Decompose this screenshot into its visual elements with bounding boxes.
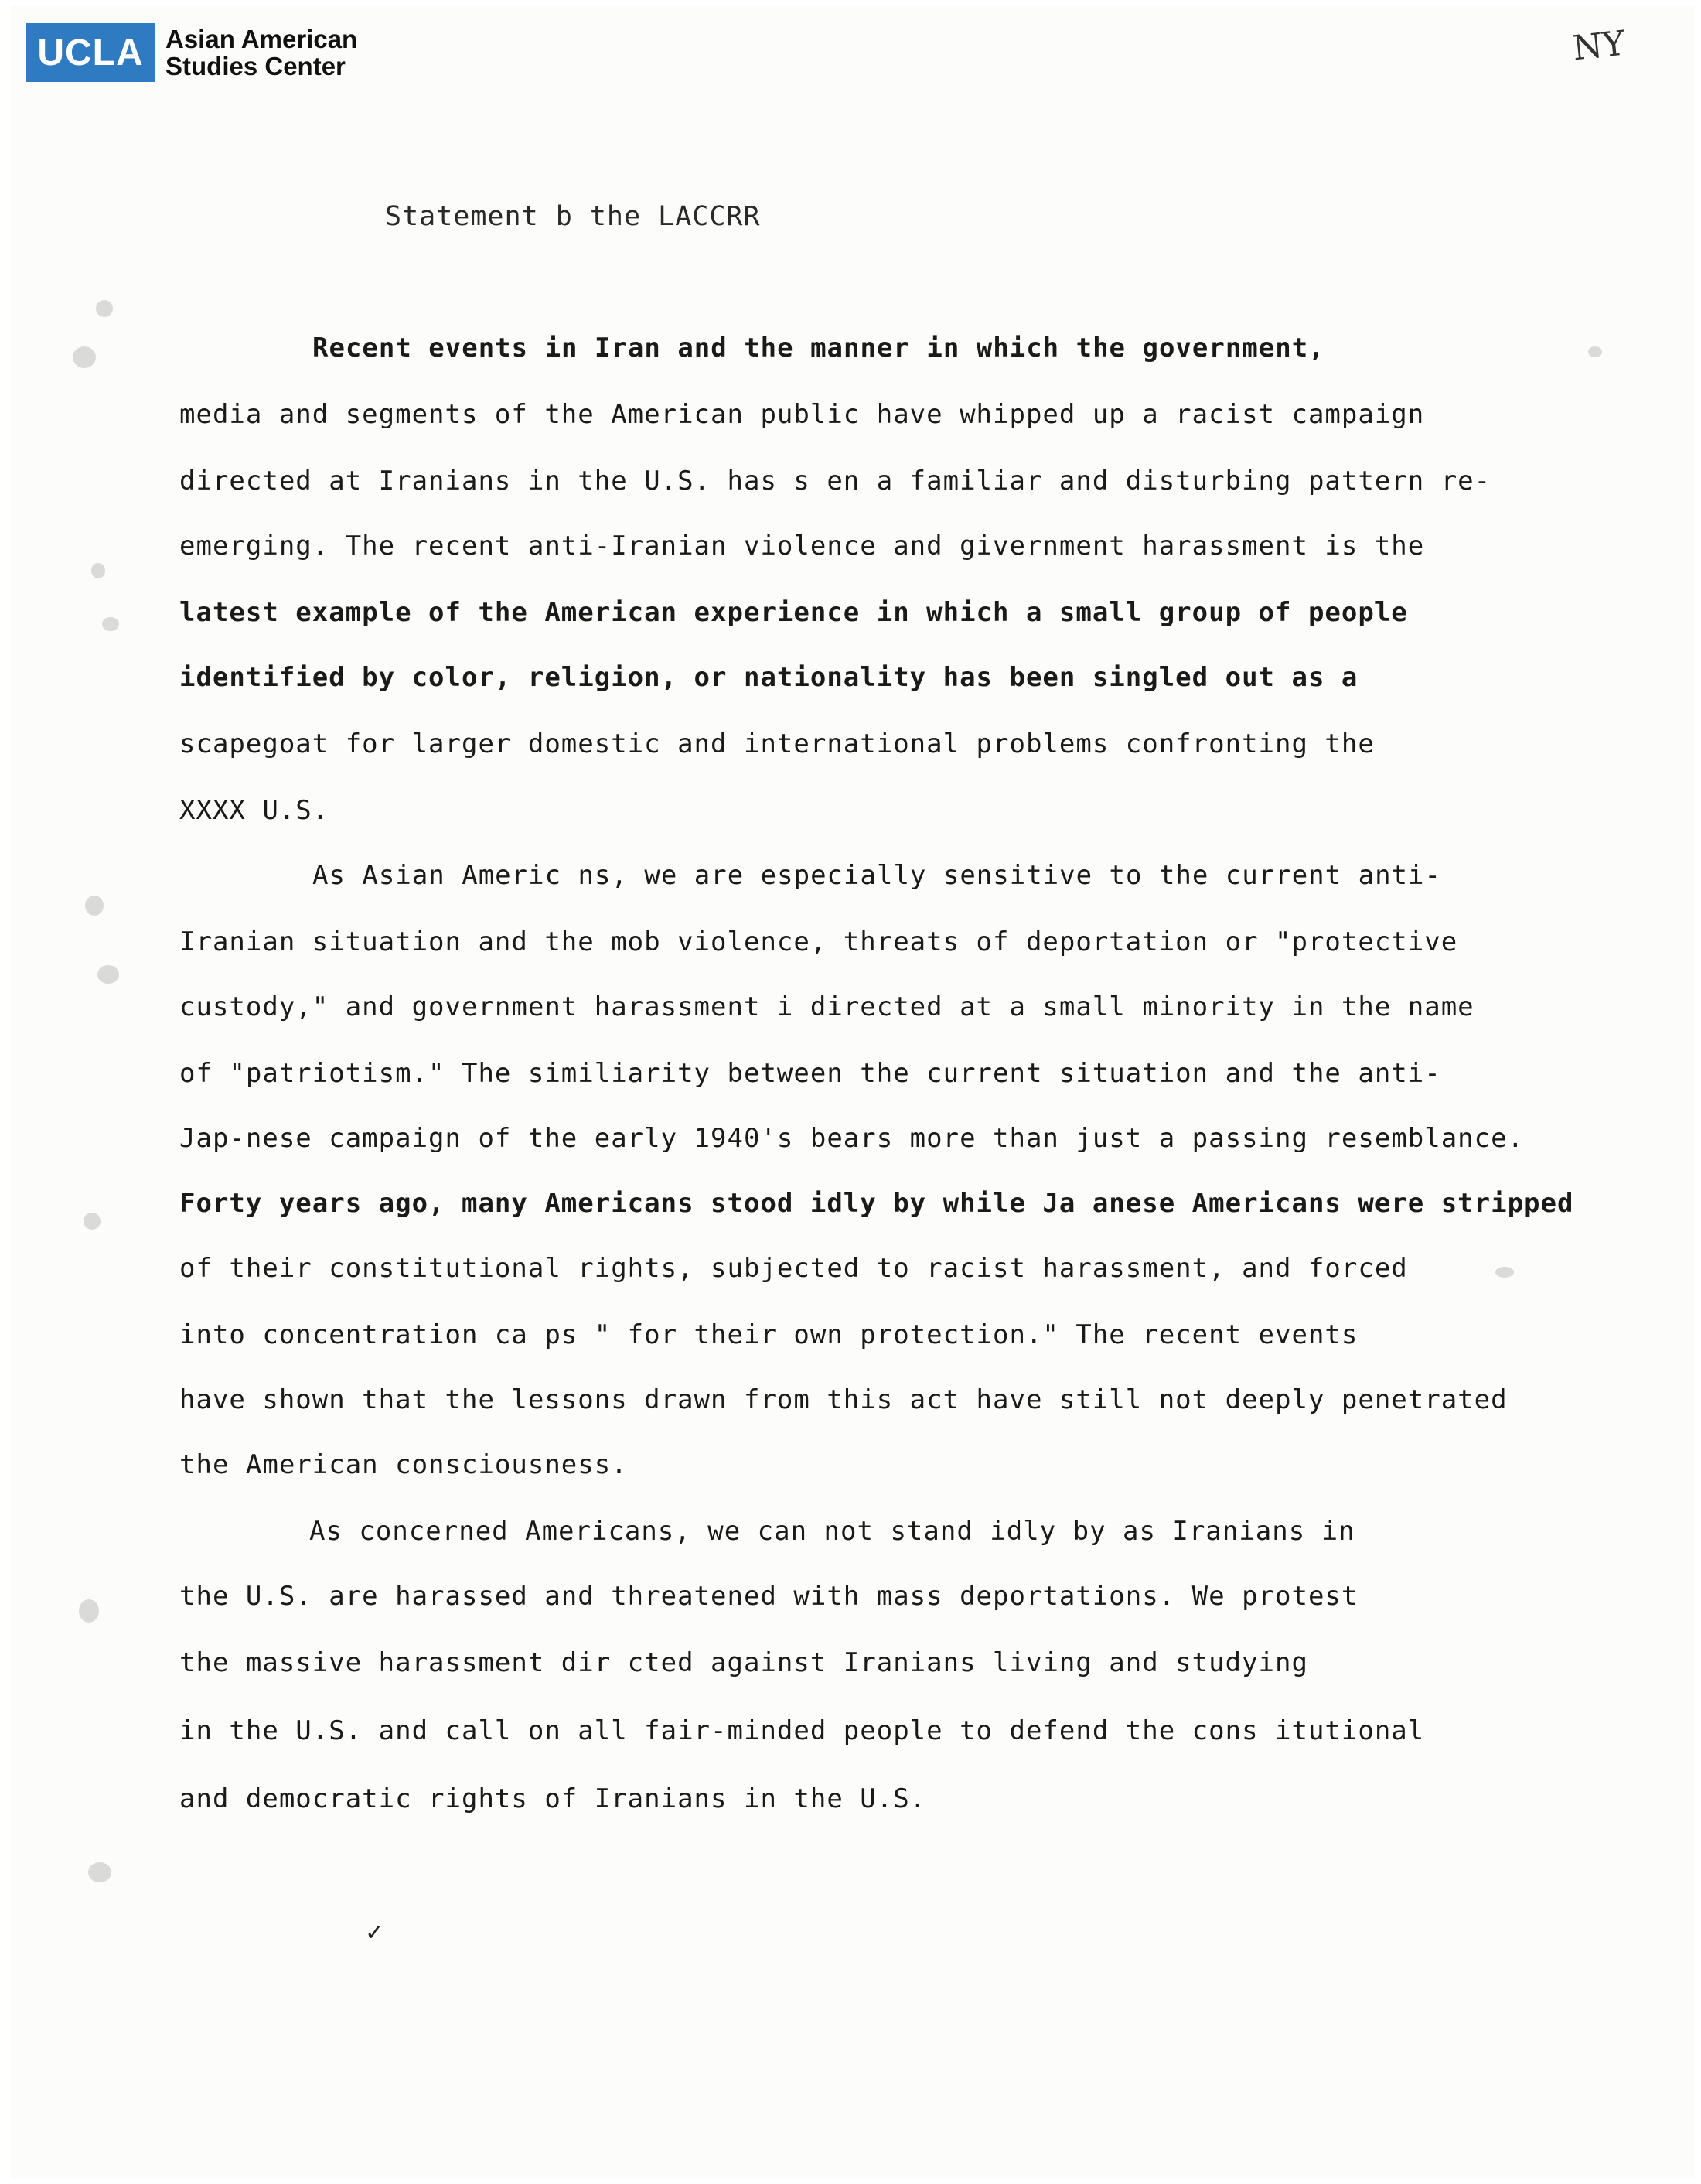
p1-line-4: emerging. The recent anti-Iranian violence and givernment harassment is the — [179, 531, 1425, 561]
logo-line-2: Studies Center — [165, 52, 346, 80]
scan-speck — [96, 300, 113, 317]
scan-speck — [102, 617, 119, 631]
p2-line-7: of their constitutional rights, subjected to racist harassment, and forced — [179, 1253, 1408, 1284]
handwritten-corner-mark: NY — [1570, 23, 1628, 69]
scan-speck — [88, 1862, 111, 1882]
p2-line-5: Jap-nese campaign of the early 1940's bears more than just a passing resemblance. — [179, 1123, 1525, 1154]
scan-speck — [85, 896, 104, 916]
p2-line-2: Iranian situation and the mob violence, threats of deportation or "protective — [179, 926, 1458, 957]
scan-speck — [97, 965, 119, 984]
scan-speck — [91, 563, 105, 578]
handwritten-check-mark: ✓ — [366, 1916, 383, 1947]
p2-line-9: have shown that the lessons drawn from this act have still not deeply penetrated — [179, 1384, 1508, 1415]
p1-line-7: scapegoat for larger domestic and international problems confronting the — [179, 729, 1375, 759]
p3-line-4: in the U.S. and call on all fair-minded people to defend the cons itutional — [179, 1715, 1425, 1746]
p1-line-1: Recent events in Iran and the manner in which the government, — [312, 333, 1325, 363]
ucla-logo — [26, 23, 357, 82]
document-page — [11, 6, 1695, 2178]
logo-line-1: Asian American — [165, 25, 358, 53]
scan-speck — [1588, 346, 1602, 357]
scan-speck — [79, 1599, 99, 1623]
p2-line-1: As Asian Americ ns, we are especially sensitive to the current anti- — [312, 860, 1441, 891]
p1-line-8: XXXX U.S. — [179, 795, 329, 826]
p2-line-3: custody," and government harassment i directed at a small minority in the name — [179, 991, 1474, 1022]
p2-line-10: the American consciousness. — [179, 1449, 628, 1480]
p2-line-4: of "patriotism." The similiarity between the current situation and the anti- — [179, 1058, 1441, 1089]
p1-line-3: directed at Iranians in the U.S. has s en a familiar and disturbing pattern re- — [179, 466, 1491, 497]
p3-line-2: the U.S. are harassed and threatened with mass deportations. We protest — [179, 1581, 1358, 1612]
ucla-logo-mark: UCLA — [26, 23, 155, 82]
logo-text — [165, 26, 357, 80]
p3-line-3: the massive harassment dir cted against Iranians living and studying — [179, 1647, 1308, 1678]
p3-line-1: As concerned Americans, we can not stand idly by as Iranians in — [309, 1516, 1355, 1547]
p3-line-5: and democratic rights of Iranians in the U.S. — [179, 1783, 927, 1814]
scan-speck — [84, 1213, 101, 1230]
scan-speck — [73, 346, 96, 368]
p1-line-2: media and segments of the American public have whipped up a racist campaign — [179, 399, 1425, 430]
document-title: Statement b the LACCRR — [385, 201, 761, 232]
p2-line-8: into concentration ca ps " for their own protection." The recent events — [179, 1319, 1358, 1350]
p1-line-5: latest example of the American experience in which a small group of people — [179, 597, 1408, 628]
p1-line-6: identified by color, religion, or nationality has been singled out as a — [179, 662, 1358, 693]
scan-speck — [1495, 1267, 1514, 1278]
p2-line-6: Forty years ago, many Americans stood idly by while Ja anese Americans were stripped — [179, 1188, 1574, 1219]
